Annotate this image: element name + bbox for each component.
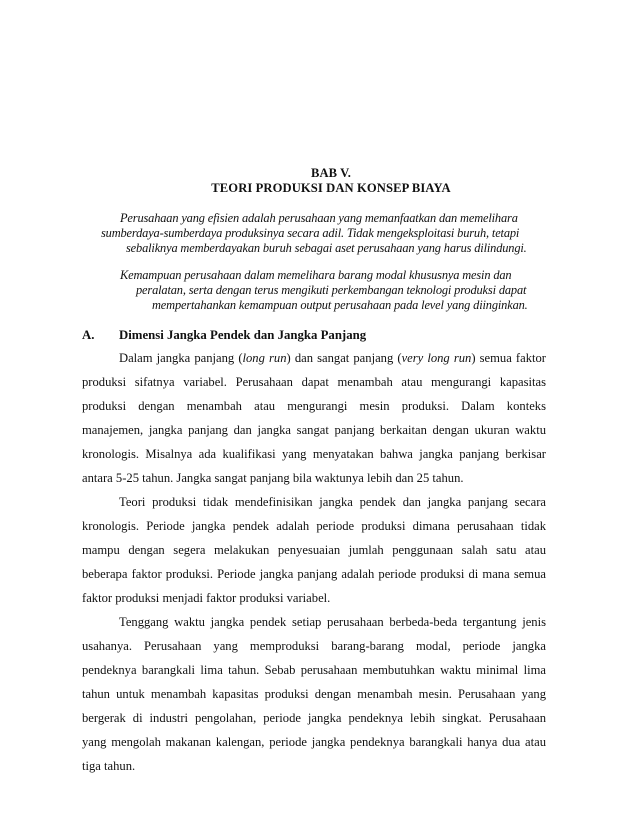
quote-line: sebaliknya memberdayakan buruh sebagai aset perusahaan yang harus dilindungi.: [126, 241, 527, 255]
quote-line: sumberdaya-sumberdaya produksinya secara adil. Tidak mengeksploitasi buruh, tetapi: [101, 226, 520, 240]
paragraph-line: manajemen, jangka panjang dan jangka sangat panjang berkaitan dengan ukuran waktu: [82, 423, 546, 437]
section-title: Dimensi Jangka Pendek dan Jangka Panjang: [119, 328, 367, 342]
quote-line: peralatan, serta dengan terus mengikuti perkembangan teknologi produksi dapat: [136, 283, 527, 297]
paragraph-line: kronologis. Misalnya ada kualifikasi yang menyatakan bahwa jangka panjang berkisar: [82, 447, 546, 461]
paragraph-line: mampu dengan segera melakukan penyesuaian jumlah penggunaan salah satu atau: [82, 543, 546, 557]
quote-line: Kemampuan perusahaan dalam memelihara barang modal khususnya mesin dan: [120, 268, 512, 282]
chapter-label: BAB V.: [310, 166, 352, 180]
section-number: A.: [82, 328, 95, 342]
chapter-title: TEORI PRODUKSI DAN KONSEP BIAYA: [211, 181, 451, 195]
paragraph-line: antara 5-25 tahun. Jangka sangat panjang bila waktunya lebih dan 25 tahun.: [82, 471, 464, 485]
paragraph-line: Tenggang waktu jangka pendek setiap perusahaan berbeda-beda tergantung jenis: [119, 615, 546, 629]
paragraph-line: [119, 351, 546, 365]
paragraph-line: faktor produksi menjadi faktor produksi variabel.: [82, 591, 331, 605]
paragraph-line: beberapa faktor produksi. Periode jangka panjang adalah periode produksi di mana semua: [82, 567, 546, 581]
paragraph-line: tahun untuk menambah kapasitas produksi dengan menambah mesin. Perusahaan yang: [82, 687, 546, 701]
paragraph-line: bergerak di industri pengolahan, periode jangka pendeknya lebih singkat. Perusahaan: [82, 711, 546, 725]
quote-line: mempertahankan kemampuan output perusahaan pada level yang diinginkan.: [152, 298, 528, 312]
paragraph-line: pendeknya barangkali lima tahun. Sebab perusahaan membutuhkan waktu minimal lima: [82, 663, 546, 677]
paragraph-line: produksi dengan menambah atau mengurangi mesin produksi. Dalam konteks: [82, 399, 546, 413]
paragraph-line: Teori produksi tidak mendefinisikan jangka pendek dan jangka panjang secara: [119, 495, 546, 509]
paragraph-line: kronologis. Periode jangka pendek adalah periode produksi dimana perusahaan tidak: [82, 519, 546, 533]
paragraph-line: yang mengolah makanan kalengan, periode jangka pendeknya barangkali hanya dua atau: [82, 735, 546, 749]
paragraph-line: usahanya. Perusahaan yang memproduksi barang-barang modal, periode jangka: [82, 639, 546, 653]
paragraph-line: produksi sifatnya variabel. Perusahaan dapat menambah atau mengurangi kapasitas: [82, 375, 546, 389]
paragraph-line: tiga tahun.: [82, 759, 136, 773]
quote-line: Perusahaan yang efisien adalah perusahaan yang memanfaatkan dan memelihara: [120, 211, 518, 225]
line-text: Dalam jangka panjang (long run) dan sangat panjang (very long run) semua faktor: [119, 351, 546, 365]
